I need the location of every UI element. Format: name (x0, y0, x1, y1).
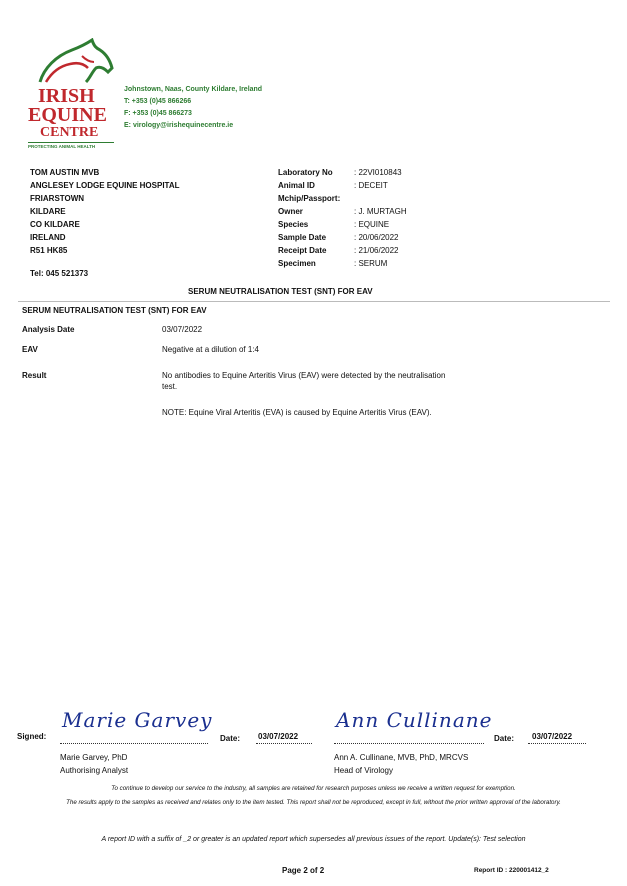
note-text: NOTE: Equine Viral Arteritis (EVA) is caused by Equine Arteritis Virus (EAV). (162, 408, 432, 417)
result-text: No antibodies to Equine Arteritis Virus (EAV) were detected by the neutralisation test. (162, 371, 446, 391)
disclaimer-results: The results apply to the samples as received and relates only to the item tested. This report shall not be reproduced, except in full, without the prior written approval of the laboratory. (66, 799, 561, 806)
eav-value: Negative at a dilution of 1:4 (162, 345, 259, 354)
page-number: Page 2 of 2 (282, 866, 325, 875)
signatory-name-left: Marie Garvey, PhD (60, 753, 128, 762)
date-value-left: 03/07/2022 (258, 732, 299, 741)
detail-label: Mchip/Passport: (278, 194, 341, 203)
fax-text: F: +353 (0)45 866273 (124, 110, 192, 117)
signature-marie-garvey: Marie Garvey (62, 708, 213, 732)
detail-value: : DECEIT (354, 181, 388, 190)
logo-line-irish: IRISH (38, 85, 95, 107)
logo-tagline: PROTECTING ANIMAL HEALTH (28, 144, 96, 149)
detail-value: : 21/06/2022 (354, 246, 399, 255)
eav-label: EAV (22, 345, 38, 354)
detail-value: : EQUINE (354, 220, 390, 229)
analysis-date-label: Analysis Date (22, 325, 75, 334)
date-label-left: Date: (220, 734, 241, 743)
date-line-left (256, 743, 312, 744)
phone-text: T: +353 (0)45 866266 (124, 98, 192, 105)
recipient-line: CO KILDARE (30, 220, 80, 229)
title-divider (18, 301, 610, 302)
date-value-right: 03/07/2022 (532, 732, 573, 741)
sample-details (278, 167, 478, 271)
section-title: SERUM NEUTRALISATION TEST (SNT) FOR EAV (22, 306, 207, 315)
irish-equine-centre-logo (28, 38, 118, 156)
signatory-name-right: Ann A. Cullinane, MVB, PhD, MRCVS (334, 753, 469, 762)
recipient-line: R51 HK85 (30, 246, 68, 255)
logo-line-centre: CENTRE (40, 125, 99, 140)
disclaimer-retention: To continue to develop our service to the industry, all samples are retained for research purposes unless we receive a written request for exemption. (111, 785, 516, 792)
report-suffix-note: A report ID with a suffix of _2 or greater is an updated report which supersedes all previous issues of the report. Update(s): Test selection (101, 836, 526, 843)
email-text: E: virology@irishequinecentre.ie (124, 122, 234, 129)
recipient-line: TOM AUSTIN MVB (30, 168, 100, 177)
signature-line-left (60, 743, 208, 744)
recipient-line: IRELAND (30, 233, 66, 242)
recipient-line: ANGLESEY LODGE EQUINE HOSPITAL (30, 181, 180, 190)
signature-ann-cullinane: Ann Cullinane (336, 708, 493, 732)
report-id: Report ID : 220001412_2 (474, 867, 549, 874)
detail-value: : 22VI010843 (354, 168, 402, 177)
analysis-date-value: 03/07/2022 (162, 325, 203, 334)
detail-value: : SERUM (354, 259, 388, 268)
detail-label: Species (278, 220, 309, 229)
detail-label: Sample Date (278, 233, 327, 242)
date-label-right: Date: (494, 734, 515, 743)
address-text: Johnstown, Naas, County Kildare, Ireland (124, 86, 263, 93)
date-line-right (528, 743, 586, 744)
detail-label: Animal ID (278, 181, 315, 190)
detail-label: Owner (278, 207, 303, 216)
report-title: SERUM NEUTRALISATION TEST (SNT) FOR EAV (188, 287, 373, 296)
result-label: Result (22, 371, 47, 380)
detail-value: : J. MURTAGH (354, 207, 407, 216)
recipient-tel: Tel: 045 521373 (30, 269, 89, 278)
signed-label: Signed: (17, 732, 47, 741)
detail-label: Specimen (278, 259, 316, 268)
signatory-role-left: Authorising Analyst (60, 766, 129, 775)
recipient-line: FRIARSTOWN (30, 194, 85, 203)
signature-line-right (334, 743, 484, 744)
horse-head-icon (34, 38, 118, 88)
logo-line-equine: EQUINE (28, 104, 107, 126)
recipient-line: KILDARE (30, 207, 66, 216)
signatory-role-right: Head of Virology (334, 766, 393, 775)
detail-label: Receipt Date (278, 246, 327, 255)
detail-label: Laboratory No (278, 168, 333, 177)
detail-value: : 20/06/2022 (354, 233, 399, 242)
